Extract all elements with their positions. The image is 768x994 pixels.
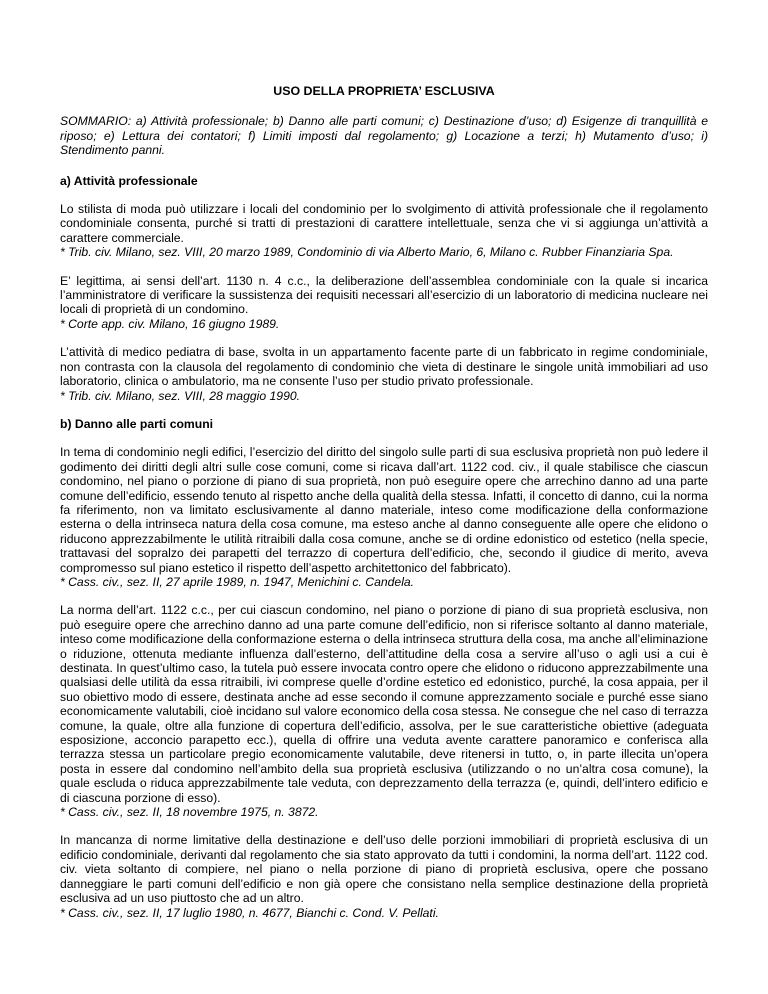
document-body	[60, 84, 708, 934]
summary-paragraph: SOMMARIO: a) Attività professionale; b) Danno alle parti comuni; c) Destinazione d’uso; d) Esigenze di tranquillità e riposo; e) Lettura dei contatori; f) Limiti imposti dal regolamento; g) Locazione a terzi; h) Mutamento d’uso; i) Stendimento panni.	[60, 114, 708, 158]
ruling-citation: * Cass. civ., sez. II, 18 novembre 1975, n. 3872.	[60, 805, 319, 820]
section-heading: a) Attività professionale	[60, 173, 198, 188]
ruling-text: In mancanza di norme limitative della destinazione e dell’uso delle porzioni immobiliari di proprietà esclusiva di un edificio condominiale, derivanti dal regolamento che sia stato approvato da tutti i condomini, la norma dell’art. 1122 cod. civ. vieta soltanto di compiere, nel piano o nella porzione di piano di proprietà esclusiva, opere che possano danneggiare le parti comuni dell’edificio e non già opere che consistano nella semplice destinazione della proprietà esclusiva ad un uso piuttosto che ad un altro.	[60, 833, 708, 906]
section-a	[60, 174, 708, 403]
ruling-entry	[60, 833, 708, 919]
ruling-text: E’ legittima, ai sensi dell’art. 1130 n. 4 c.c., la deliberazione dell’assemblea condominiale con la quale si incarica l’amministratore di verificare la sussistenza dei requisiti necessari all’esercizio di un laboratorio di medicina nucleare nei locali di proprietà di un condomino.	[60, 273, 708, 317]
document-title: USO DELLA PROPRIETA’ ESCLUSIVA	[273, 84, 495, 98]
ruling-entry	[60, 274, 708, 332]
ruling-entry	[60, 202, 708, 260]
ruling-citation: * Trib. civ. Milano, sez. VIII, 20 marzo 1989, Condominio di via Alberto Mario, 6, Milano c. Rubber Finanziaria Spa.	[60, 245, 674, 260]
section-b	[60, 417, 708, 920]
ruling-citation: * Cass. civ., sez. II, 17 luglio 1980, n. 4677, Bianchi c. Cond. V. Pellati.	[60, 905, 439, 920]
ruling-entry	[60, 603, 708, 819]
ruling-text: In tema di condominio negli edifici, l’esercizio del diritto del singolo sulle parti di sua esclusiva proprietà non può ledere il godimento dei diritti degli altri sulle cose comuni, come si ricava dall’art. 1122 cod. civ., il quale stabilisce che ciascun condomino, nel piano o porzione di piano di sua proprietà, non può eseguire opere che arrechino danno ad una parte comune dell’edificio, essendo tenuto al rispetto anche della qualità della stessa. Infatti, il concetto di danno, cui la norma fa riferimento, non va limitato esclusivamente al danno materiale, inteso come modificazione della conformazione esterna o della intrinseca natura della cosa comune, ma esteso anche al danno conseguente alle opere che elidono o riducono apprezzabilmente le utilità ritraibili dalla cosa comune, anche se di ordine edonistico od estetico (nella specie, trattavasi del sopralzo dei parapetti del terrazzo di copertura dell’edificio, che, secondo il giudice di merito, aveva compromesso sul piano estetico il rispetto dell’aspetto architettonico del fabbricato).	[60, 445, 708, 575]
ruling-entry	[60, 345, 708, 403]
ruling-text: La norma dell’art. 1122 c.c., per cui ciascun condomino, nel piano o porzione di piano di sua proprietà esclusiva, non può eseguire opere che arrechino danno ad una parte comune dell’edificio, non si riferisce soltanto al danno materiale, inteso come modificazione della conformazione esterna o della intrinseca struttura della cosa, ma anche all’eliminazione o riduzione, ottenuta mediante influenza dall’esterno, dell’attitudine della cosa a servire all’uso o agli usi a cui è destinata. In quest’ultimo caso, la tutela può essere invocata contro opere che elidono o riducono apprezzabilmente una qualsiasi delle utilità da essa ritraibili, ivi comprese quelle d’ordine estetico ed edonistico, purché, la cosa appaia, per il suo obiettivo modo di essere, destinata anche ad esse secondo il comune apprezzamento sociale e purché esse siano economicamente valutabili, cioè incidano sul valore economico della cosa stessa. Ne consegue che nel caso di terrazza comune, la quale, oltre alla funzione di copertura dell’edificio, assolva, per le sue caratteristiche obiettive (adeguata esposizione, acconcio parapetto ecc.), quella di offrire una veduta avente carattere panoramico e conferisca alla terrazza stessa un particolare pregio economicamente valutabile, deve ritenersi in tutto, o, in parte illecita un’opera posta in essere dal condomino nell’ambito della sua proprietà esclusiva (utilizzando o no un’altra cosa comune), la quale escluda o riduca apprezzabilmente tale veduta, con deprezzamento della terrazza (e, quindi, dell’intero edificio e di ciascuna porzione di esso).	[60, 603, 708, 805]
section-heading: b) Danno alle parti comuni	[60, 416, 214, 431]
ruling-entry	[60, 445, 708, 589]
ruling-citation: * Trib. civ. Milano, sez. VIII, 28 maggio 1990.	[60, 388, 301, 403]
ruling-text: Lo stilista di moda può utilizzare i locali del condominio per lo svolgimento di attività professionale che il regolamento condominiale consenta, purché si tratti di prestazioni di carattere intellettuale, senza che vi si aggiunga un’attività a carattere commerciale.	[60, 202, 708, 245]
ruling-citation: * Corte app. civ. Milano, 16 giugno 1989.	[60, 316, 280, 331]
ruling-text: L’attività di medico pediatra di base, svolta in un appartamento facente parte di un fabbricato in regime condominiale, non contrasta con la clausola del regolamento di condominio che vieta di destinare le singole unità immobiliari ad uso laboratorio, clinica o ambulatorio, ma ne consente l’uso per studio privato professionale.	[60, 345, 708, 389]
ruling-citation: * Cass. civ., sez. II, 27 aprile 1989, n. 1947, Menichini c. Candela.	[60, 574, 415, 589]
